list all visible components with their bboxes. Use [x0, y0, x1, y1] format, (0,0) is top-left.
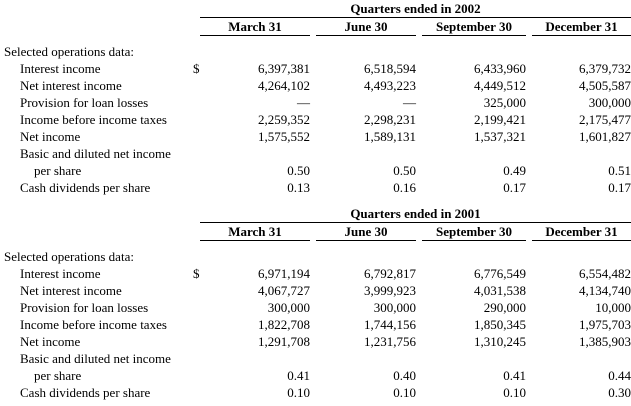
row-label: per share	[34, 163, 82, 178]
table-cell: 1,231,756	[364, 334, 416, 349]
row-label: Net interest income	[20, 283, 122, 298]
table-cell: 0.16	[393, 180, 416, 195]
table-row	[0, 384, 631, 401]
table-cell: 0.49	[503, 163, 526, 178]
table-cell: 0.40	[393, 368, 416, 383]
table-row	[0, 316, 631, 333]
column-header-june: June 30	[316, 223, 416, 241]
column-header-june: June 30	[316, 18, 416, 36]
table-row	[0, 60, 631, 77]
table-cell: 0.51	[608, 163, 631, 178]
row-label: Net income	[20, 334, 81, 349]
table-rows	[0, 60, 631, 196]
table-cell: 0.41	[503, 368, 526, 383]
row-label: Basic and diluted net income	[20, 146, 171, 161]
table-cell: 0.50	[287, 163, 310, 178]
row-label: Provision for loan losses	[20, 300, 149, 315]
table-cell: —	[403, 95, 416, 110]
table-cell: 0.17	[503, 180, 526, 195]
table-cell: 4,134,740	[579, 283, 631, 298]
table-cell: 10,000	[595, 300, 631, 315]
table-cell: 0.50	[393, 163, 416, 178]
table-cell: 1,589,131	[364, 129, 416, 144]
table-cell: 300,000	[588, 95, 631, 110]
table-cell: 6,776,549	[474, 266, 526, 281]
table-cell: 325,000	[483, 95, 526, 110]
table-cell: 1,975,703	[579, 317, 631, 332]
period-title: Quarters ended in 2002	[200, 0, 631, 18]
table-cell: 4,493,223	[364, 78, 416, 93]
table-cell: 4,449,512	[474, 78, 526, 93]
table-cell: 300,000	[373, 300, 416, 315]
table-row	[0, 299, 631, 316]
table-cell: 0.41	[287, 368, 310, 383]
table-cell: 1,850,345	[474, 317, 526, 332]
column-header-march: March 31	[200, 223, 310, 241]
table-cell: 6,397,381	[258, 61, 310, 76]
table-row	[0, 162, 631, 179]
table-cell: 6,554,482	[579, 266, 631, 281]
table-row	[0, 111, 631, 128]
table-row	[0, 350, 631, 367]
table-cell: 0.44	[608, 368, 631, 383]
row-label: per share	[34, 368, 82, 383]
row-label: Income before income taxes	[20, 112, 167, 127]
table-rows	[0, 265, 631, 401]
table-cell: 1,537,321	[474, 129, 526, 144]
table-cell: 6,379,732	[579, 61, 631, 76]
row-label: Cash dividends per share	[20, 180, 151, 195]
table-cell: 1,385,903	[579, 334, 631, 349]
table-cell: 2,199,421	[474, 112, 526, 127]
table-cell: 0.30	[608, 385, 631, 400]
currency-symbol: $	[193, 266, 200, 281]
table-cell: 2,259,352	[258, 112, 310, 127]
table-cell: 1,822,708	[258, 317, 310, 332]
column-header-september: September 30	[422, 18, 526, 36]
row-label: Cash dividends per share	[20, 385, 151, 400]
row-label: Basic and diluted net income	[20, 351, 171, 366]
table-cell: 1,575,552	[258, 129, 310, 144]
table-cell: 0.10	[503, 385, 526, 400]
table-cell: 1,601,827	[579, 129, 631, 144]
table-cell: 1,744,156	[364, 317, 416, 332]
column-header-march: March 31	[200, 18, 310, 36]
table-row	[0, 94, 631, 111]
table-cell: 4,031,538	[474, 283, 526, 298]
currency-symbol: $	[193, 61, 200, 76]
column-header-december: December 31	[532, 223, 631, 241]
table-row	[0, 282, 631, 299]
table-row	[0, 333, 631, 350]
table-cell: 1,310,245	[474, 334, 526, 349]
table-row	[0, 77, 631, 94]
table-cell: 290,000	[483, 300, 526, 315]
table-cell: 4,264,102	[258, 78, 310, 93]
table-cell: 6,433,960	[474, 61, 526, 76]
table-cell: 0.17	[608, 180, 631, 195]
table-cell: 6,792,817	[364, 266, 416, 281]
row-label: Income before income taxes	[20, 317, 167, 332]
table-cell: 4,067,727	[258, 283, 310, 298]
table-cell: 6,971,194	[258, 266, 310, 281]
row-label: Interest income	[20, 266, 101, 281]
row-label: Net interest income	[20, 78, 122, 93]
table-row	[0, 179, 631, 196]
table-cell: 2,175,477	[579, 112, 631, 127]
table-row	[0, 265, 631, 282]
row-label: Interest income	[20, 61, 101, 76]
table-cell: 0.13	[287, 180, 310, 195]
table-row	[0, 128, 631, 145]
row-label: Provision for loan losses	[20, 95, 149, 110]
table-row	[0, 145, 631, 162]
table-cell: 0.10	[287, 385, 310, 400]
table-cell: 1,291,708	[258, 334, 310, 349]
column-header-september: September 30	[422, 223, 526, 241]
group-label: Selected operations data:	[4, 249, 134, 264]
row-label: Net income	[20, 129, 81, 144]
column-header-december: December 31	[532, 18, 631, 36]
table-cell: 6,518,594	[364, 61, 416, 76]
table-cell: 300,000	[267, 300, 310, 315]
group-label: Selected operations data:	[4, 44, 134, 59]
table-cell: 3,999,923	[364, 283, 416, 298]
table-cell: 2,298,231	[364, 112, 416, 127]
table-row	[0, 367, 631, 384]
table-cell: 0.10	[393, 385, 416, 400]
table-cell: —	[297, 95, 310, 110]
table-cell: 4,505,587	[579, 78, 631, 93]
period-title: Quarters ended in 2001	[200, 205, 631, 223]
